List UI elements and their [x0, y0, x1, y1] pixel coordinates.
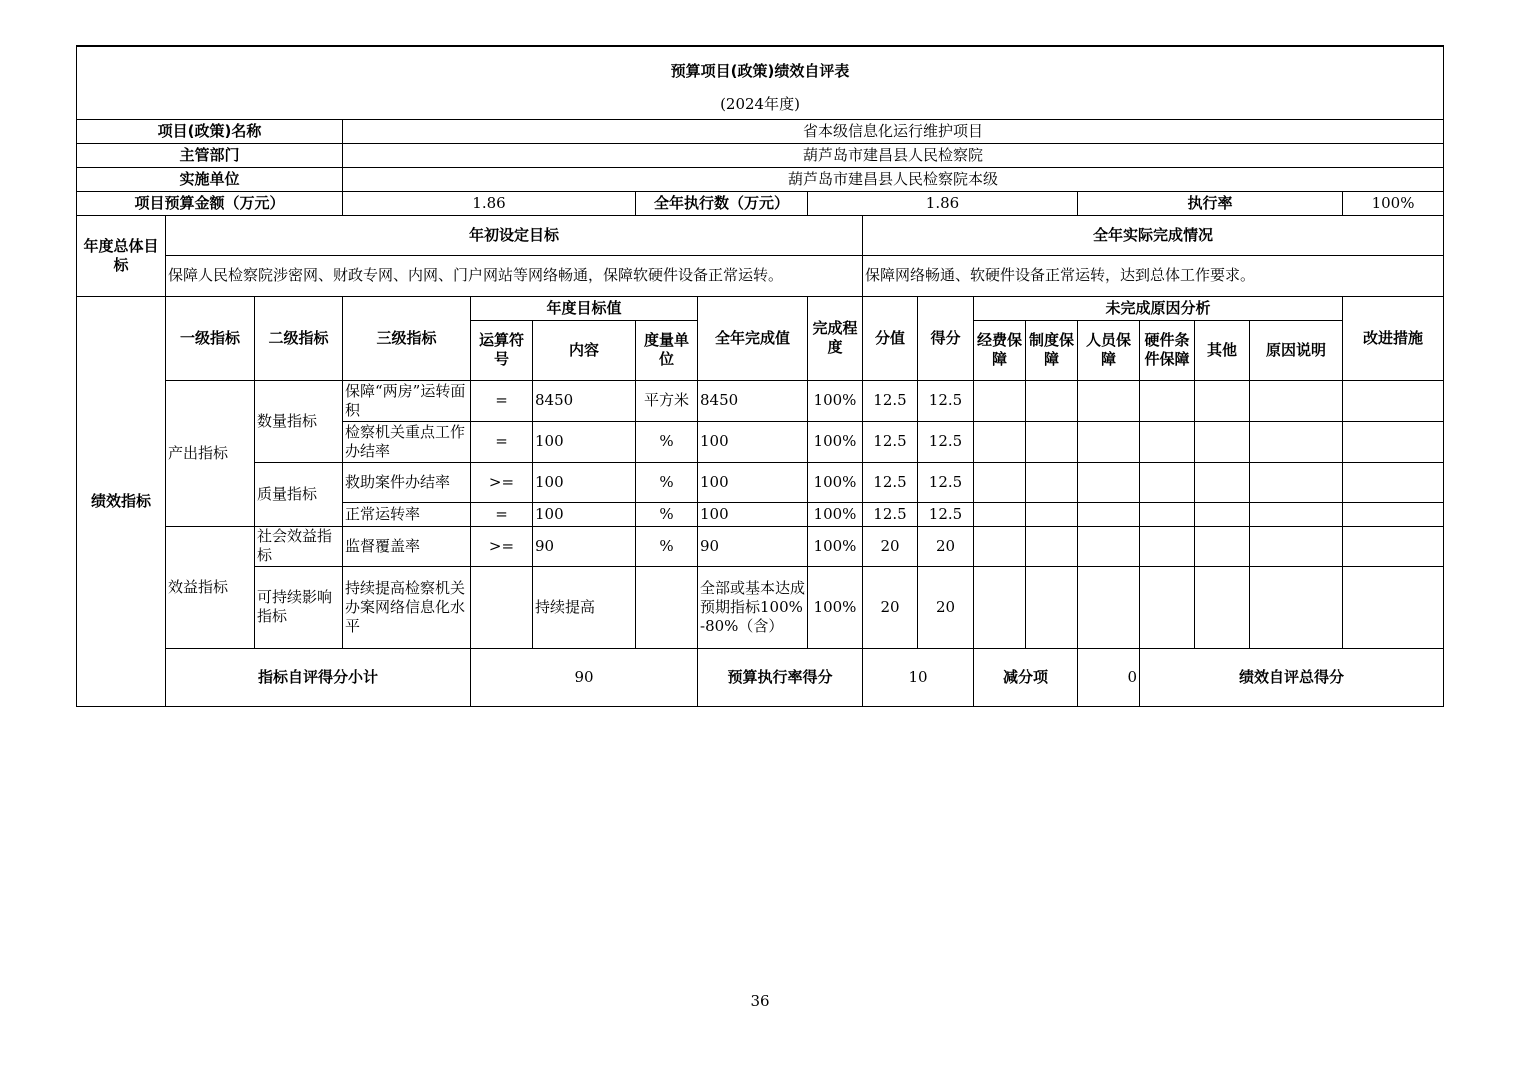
empty-cell [1078, 380, 1140, 421]
year-label: (2024年度) [77, 90, 1444, 119]
subtotal-label: 指标自评得分小计 [166, 648, 471, 706]
indicator-name: 保障“两房”运转面积 [343, 380, 471, 421]
indicator-name: 持续提高检察机关办案网络信息化水平 [343, 566, 471, 648]
op-header: 运算符号 [471, 320, 533, 380]
empty-cell [1195, 526, 1250, 566]
empty-cell [1343, 526, 1444, 566]
score-header: 得分 [918, 296, 974, 380]
indicator-unit [636, 566, 698, 648]
group-quality: 质量指标 [255, 462, 343, 526]
empty-cell [1026, 421, 1078, 462]
indicator-value: 12.5 [863, 380, 918, 421]
group-output: 产出指标 [166, 380, 255, 526]
indicator-name: 正常运转率 [343, 502, 471, 526]
empty-cell [1078, 526, 1140, 566]
empty-cell [974, 502, 1026, 526]
project-name-value: 省本级信息化运行维护项目 [343, 119, 1444, 143]
empty-cell [1250, 526, 1343, 566]
empty-cell [1078, 421, 1140, 462]
empty-cell [1140, 462, 1195, 502]
budget-label: 项目预算金额（万元） [77, 191, 343, 215]
project-name-label: 项目(政策)名称 [77, 119, 343, 143]
empty-cell [1250, 502, 1343, 526]
empty-cell [1250, 380, 1343, 421]
empty-cell [974, 380, 1026, 421]
initial-goal-header: 年初设定目标 [166, 215, 863, 255]
reasons-header: 未完成原因分析 [974, 296, 1343, 320]
indicator-completion: 100% [808, 421, 863, 462]
budget-value: 1.86 [343, 191, 636, 215]
level1-header: 一级指标 [166, 296, 255, 380]
empty-cell [1343, 462, 1444, 502]
reason-funds-header: 经费保障 [974, 320, 1026, 380]
indicator-completion: 100% [808, 380, 863, 421]
empty-cell [1343, 380, 1444, 421]
indicator-score: 20 [918, 526, 974, 566]
empty-cell [1026, 566, 1078, 648]
indicator-full: 90 [698, 526, 808, 566]
empty-cell [1078, 566, 1140, 648]
indicator-score: 12.5 [918, 421, 974, 462]
total-label: 绩效自评总得分 [1140, 648, 1444, 706]
empty-cell [1250, 462, 1343, 502]
indicator-content: 持续提高 [533, 566, 636, 648]
empty-cell [974, 566, 1026, 648]
empty-cell [974, 421, 1026, 462]
empty-cell [1078, 462, 1140, 502]
indicator-unit: 平方米 [636, 380, 698, 421]
indicator-op: = [471, 421, 533, 462]
indicator-name: 检察机关重点工作办结率 [343, 421, 471, 462]
budget-rate-score-value: 10 [863, 648, 974, 706]
reason-staff-header: 人员保障 [1078, 320, 1140, 380]
budget-rate-score-label: 预算执行率得分 [698, 648, 863, 706]
indicator-value: 12.5 [863, 421, 918, 462]
group-sustain: 可持续影响指标 [255, 566, 343, 648]
page-number: 36 [750, 992, 770, 1010]
empty-cell [1026, 462, 1078, 502]
empty-cell [1140, 502, 1195, 526]
empty-cell [1250, 566, 1343, 648]
self-evaluation-table [76, 45, 1444, 707]
empty-cell [1195, 566, 1250, 648]
empty-cell [1140, 526, 1195, 566]
indicator-op: >= [471, 526, 533, 566]
initial-goal-text: 保障人民检察院涉密网、财政专网、内网、门户网站等网络畅通，保障软硬件设备正常运转。 [166, 255, 863, 296]
level3-header: 三级指标 [343, 296, 471, 380]
group-benefit: 效益指标 [166, 526, 255, 648]
indicator-content: 100 [533, 421, 636, 462]
indicator-content: 8450 [533, 380, 636, 421]
executed-value: 1.86 [808, 191, 1078, 215]
empty-cell [1343, 502, 1444, 526]
empty-cell [1343, 421, 1444, 462]
full-value-header: 全年完成值 [698, 296, 808, 380]
page-title: 预算项目(政策)绩效自评表 [77, 46, 1444, 90]
empty-cell [1343, 566, 1444, 648]
indicator-op: = [471, 502, 533, 526]
improve-header: 改进措施 [1343, 296, 1444, 380]
score-value-header: 分值 [863, 296, 918, 380]
indicator-name: 救助案件办结率 [343, 462, 471, 502]
indicator-completion: 100% [808, 462, 863, 502]
content-header: 内容 [533, 320, 636, 380]
unit-label: 实施单位 [77, 167, 343, 191]
empty-cell [1140, 421, 1195, 462]
reason-system-header: 制度保障 [1026, 320, 1078, 380]
empty-cell [1195, 421, 1250, 462]
perf-label: 绩效指标 [77, 296, 166, 706]
empty-cell [1195, 380, 1250, 421]
indicator-completion: 100% [808, 566, 863, 648]
indicator-unit: % [636, 462, 698, 502]
indicator-score: 12.5 [918, 380, 974, 421]
indicator-score: 20 [918, 566, 974, 648]
indicator-full: 8450 [698, 380, 808, 421]
indicator-unit: % [636, 526, 698, 566]
indicator-completion: 100% [808, 526, 863, 566]
dept-label: 主管部门 [77, 143, 343, 167]
indicator-op [471, 566, 533, 648]
actual-header: 全年实际完成情况 [863, 215, 1444, 255]
reason-desc-header: 原因说明 [1250, 320, 1343, 380]
completion-header: 完成程度 [808, 296, 863, 380]
empty-cell [1026, 526, 1078, 566]
indicator-full: 100 [698, 462, 808, 502]
indicator-content: 100 [533, 462, 636, 502]
indicator-score: 12.5 [918, 502, 974, 526]
executed-label: 全年执行数（万元） [636, 191, 808, 215]
deduction-value: 0 [1078, 648, 1140, 706]
indicator-op: >= [471, 462, 533, 502]
dept-value: 葫芦岛市建昌县人民检察院 [343, 143, 1444, 167]
empty-cell [1026, 502, 1078, 526]
indicator-completion: 100% [808, 502, 863, 526]
reason-other-header: 其他 [1195, 320, 1250, 380]
indicator-value: 20 [863, 566, 918, 648]
measure-unit-header: 度量单位 [636, 320, 698, 380]
indicator-content: 90 [533, 526, 636, 566]
indicator-full: 全部或基本达成预期指标100%-80%（含） [698, 566, 808, 648]
indicator-unit: % [636, 502, 698, 526]
indicator-value: 12.5 [863, 502, 918, 526]
empty-cell [1195, 502, 1250, 526]
indicator-value: 20 [863, 526, 918, 566]
unit-value: 葫芦岛市建昌县人民检察院本级 [343, 167, 1444, 191]
empty-cell [1195, 462, 1250, 502]
annual-target-header: 年度目标值 [471, 296, 698, 320]
subtotal-value: 90 [471, 648, 698, 706]
reason-hardware-header: 硬件条件保障 [1140, 320, 1195, 380]
annual-goal-label: 年度总体目标 [77, 215, 166, 296]
exec-rate-label: 执行率 [1078, 191, 1343, 215]
indicator-full: 100 [698, 502, 808, 526]
indicator-name: 监督覆盖率 [343, 526, 471, 566]
empty-cell [1026, 380, 1078, 421]
indicator-content: 100 [533, 502, 636, 526]
empty-cell [974, 526, 1026, 566]
deduction-label: 减分项 [974, 648, 1078, 706]
indicator-full: 100 [698, 421, 808, 462]
indicator-op: = [471, 380, 533, 421]
actual-text: 保障网络畅通、软硬件设备正常运转，达到总体工作要求。 [863, 255, 1444, 296]
exec-rate-value: 100% [1343, 191, 1444, 215]
level2-header: 二级指标 [255, 296, 343, 380]
empty-cell [1140, 566, 1195, 648]
group-social: 社会效益指标 [255, 526, 343, 566]
indicator-unit: % [636, 421, 698, 462]
group-quantity: 数量指标 [255, 380, 343, 462]
indicator-score: 12.5 [918, 462, 974, 502]
empty-cell [974, 462, 1026, 502]
empty-cell [1250, 421, 1343, 462]
empty-cell [1078, 502, 1140, 526]
indicator-value: 12.5 [863, 462, 918, 502]
empty-cell [1140, 380, 1195, 421]
